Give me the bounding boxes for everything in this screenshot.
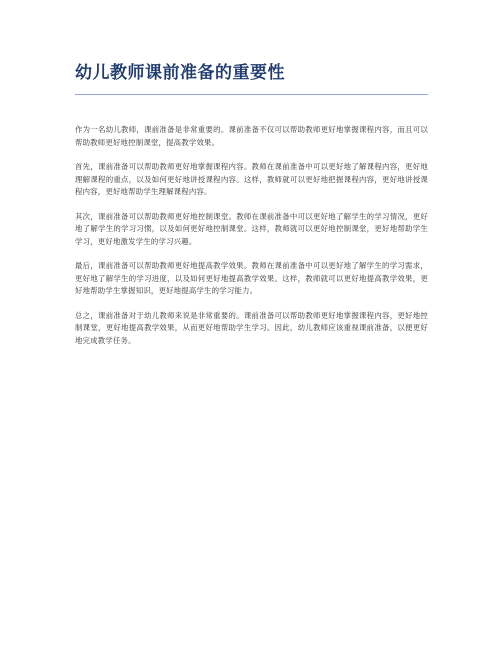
paragraph-conclusion: 总之，课前准备对于幼儿教师来说是非常重要的。课前准备可以帮助教师更好地掌握课程内容，更好地控制课堂，更好地提高教学效果，从而更好地帮助学生学习。因此，幼儿教师应该重视课前准备，以便更好地完成教学任务。 [75,310,428,345]
paragraph-intro: 作为一名幼儿教师，课前准备是非常重要的。课前准备不仅可以帮助教师更好地掌握课程内容，而且可以帮助教师更好地控制课堂，提高教学效果。 [75,125,428,147]
paragraph-third: 最后，课前准备可以帮助教师更好地提高教学效果。教师在课前准备中可以更好地了解学生的学习需求，更好地了解学生的学习进度，以及如何更好地提高教学效果。这样，教师就可以更好地提高教学效果，更好地帮助学生掌握知识，更好地提高学生的学习能力。 [75,261,428,295]
paragraph-first: 首先，课前准备可以帮助教师更好地掌握课程内容。教师在课前准备中可以更好地了解课程内容，更好地理解课程的重点，以及如何更好地讲授课程内容。这样，教师就可以更好地把握课程内容，更好地讲授课程内容，更好地帮助学生理解课程内容。 [75,162,428,196]
document-title: 幼儿教师课前准备的重要性 [75,63,285,83]
document-body [75,124,428,359]
paragraph-second: 其次，课前准备可以帮助教师更好地控制课堂。教师在课前准备中可以更好地了解学生的学习情况，更好地了解学生的学习习惯，以及如何更好地控制课堂。这样，教师就可以更好地控制课堂，更好地帮助学生学习，更好地激发学生的学习兴趣。 [75,211,428,246]
title-divider [75,94,428,95]
